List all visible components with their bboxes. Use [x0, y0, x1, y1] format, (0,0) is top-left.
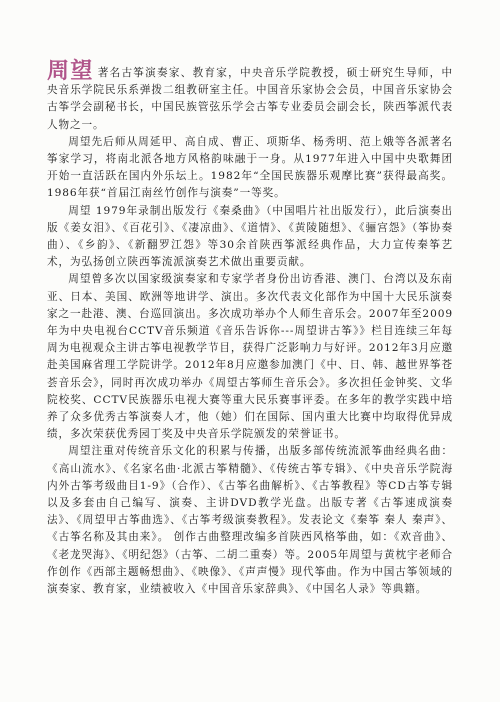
paragraph-training: 周望先后师从周延甲、高自成、曹正、项斯华、杨秀明、范上娥等各派著名筝家学习，将南北派各地方风格韵味融于一身。从1977年进入中国中央歌舞团开始一直活跃在国内外乐坛上。1982年“全国民族器乐观摩比赛”获得最高奖。1986年获“首届江南丝竹创作与演奏”一等奖。 [47, 135, 453, 200]
intro-paragraph [47, 59, 453, 134]
paragraph-recordings: 周望 1979年录制出版发行《秦桑曲》（中国唱片社出版发行），此后演奏出版《姜女泪》、《百花引》、《凄凉曲》、《道情》、《黄陵随想》、《骊宫怨》（筝协奏曲）、《乡韵》、《新翻罗江怨》等30余首陕西筝派经典作品，大力宣传秦筝艺术，为弘扬创立陕西筝流派演奏艺术做出重要贡献。 [47, 204, 453, 269]
paragraph-performances: 周望曾多次以国家级演奏家和专家学者身份出访香港、澳门、台湾以及东南亚、日本、美国、欧洲等地讲学、演出。多次代表文化部作为中国十大民乐演奏家之一赴港、澳、台巡回演出。多次成功举办个人师生音乐会。2007年至2009年为中央电视台CCTV音乐频道《音乐告诉你---周望讲古筝》》栏目连续三年每周为电视观众主讲古筝电视教学节目，获得广泛影响力与好评。2012年3月应邀赴美国麻省理工学院讲学。2012年8月应邀参加澳门《中、日、韩、越世界筝苍荟音乐会》，同时再次成功举办《周望古筝师生音乐会》。多次担任金钟奖、文华院校奖、CCTV民族器乐电视大赛等重大民乐赛事评委。在多年的教学实践中培养了众多优秀古筝演奏人才，他（她）们在国际、国内重大比赛中均取得优异成绩，多次荣获优秀园丁奖及中央音乐学院颁发的荣誉证书。 [47, 273, 453, 441]
person-name: 周望 [47, 59, 94, 84]
intro-text: 著名古筝演奏家、教育家，中央音乐学院教授，硕士研究生导师，中央音乐学院民乐系弹拨二组教研室主任。中国音乐家协会会员，中国音乐家协会古筝学会副秘书长，中国民族管弦乐学会古筝专业委员会副会长，陕西筝派代表人物之一。 [47, 67, 453, 131]
paragraph-publications: 周望注重对传统音乐文化的积累与传播，出版多部传统流派筝曲经典名曲：《高山流水》、《名家名曲·北派古筝精髓》、《传统古筝专辑》、《中央音乐学院海内外古筝考级曲目1-9》（合作）、《古筝名曲解析》、《古筝教程》等CD古筝专辑以及多套由自己编写、演奏、主讲DVD教学光盘。出版专著《古筝速成演奏法》、《周望甲古筝曲选》、《古筝考级演奏教程》。发表论文《秦筝 秦人 秦声》、《古筝名称及其由来》。 创作古曲整理改编多首陕西风格筝曲，如：《欢音曲》、《老龙哭海》、《明纪怨》（古筝、二胡二重奏）等。2005年周望与黄枕宇老师合作创作《西部主题畅想曲》、《映像》、《声声慢》现代筝曲。作为中国古筝领域的演奏家、教育家，业绩被收入《中国音乐家辞典》、《中国名人录》等典籍。 [47, 445, 453, 596]
